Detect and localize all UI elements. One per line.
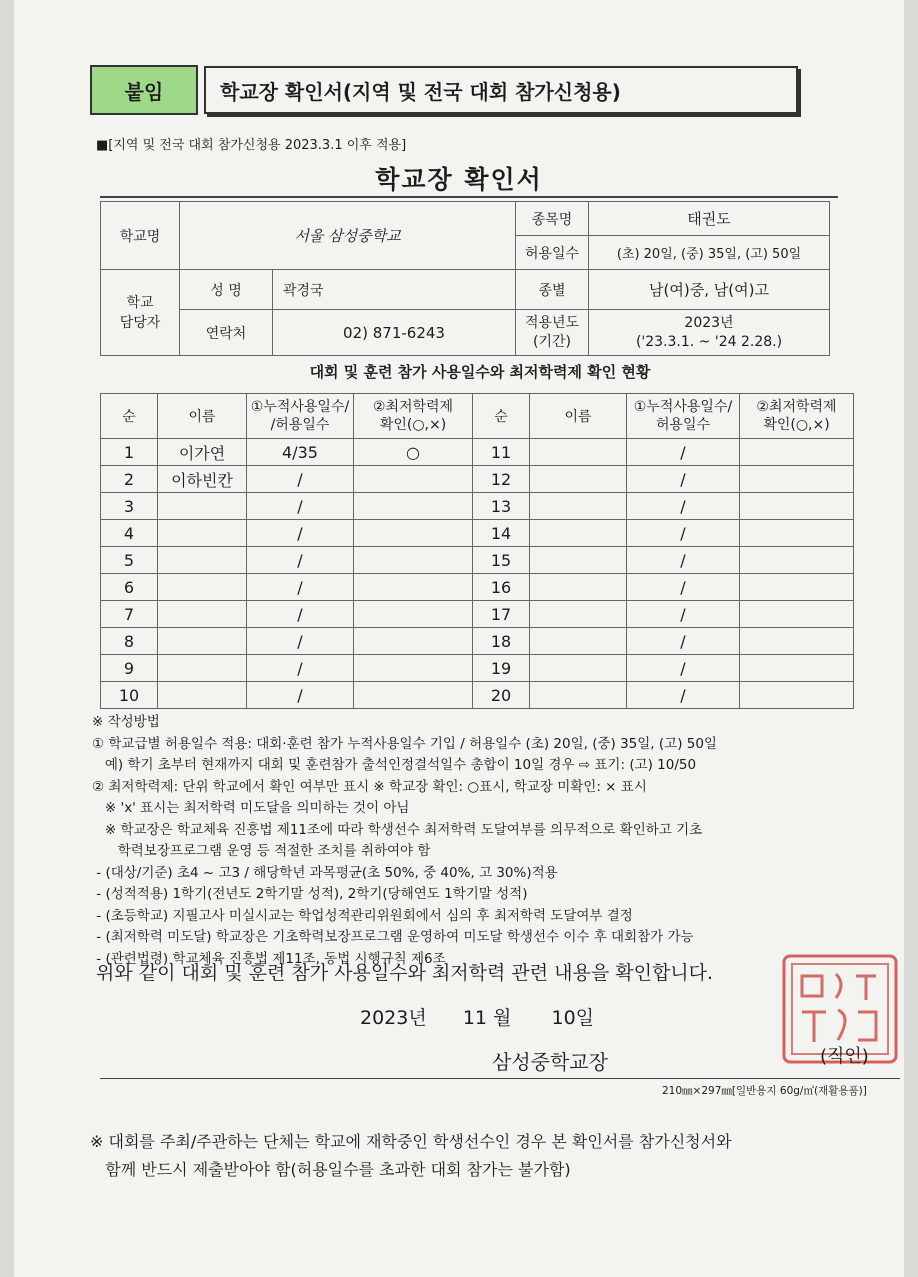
row-days: / [627, 655, 740, 682]
row-days: / [247, 547, 354, 574]
section-title: 대회 및 훈련 참가 사용일수와 최저학력제 확인 현황 [309, 363, 651, 381]
date-month: 11 월 [462, 1007, 512, 1029]
row-check [740, 520, 854, 547]
row-days: 4/35 [247, 439, 354, 466]
table-row [101, 439, 854, 466]
row-check [740, 601, 854, 628]
row-check [740, 682, 854, 709]
row-name [158, 547, 247, 574]
row-check [740, 547, 854, 574]
table-row [101, 574, 854, 601]
table-row [101, 601, 854, 628]
row-days: / [627, 493, 740, 520]
row-no: 4 [101, 520, 158, 547]
applicability-note: ■[지역 및 전국 대회 참가신청용 2023.3.1 이후 적용] [96, 138, 407, 153]
row-no: 9 [101, 655, 158, 682]
row-no: 6 [101, 574, 158, 601]
year-cell [589, 310, 830, 356]
row-check [354, 655, 473, 682]
row-days: / [247, 574, 354, 601]
row-days: / [247, 520, 354, 547]
row-no: 8 [101, 628, 158, 655]
table-row [101, 466, 854, 493]
row-no: 13 [473, 493, 530, 520]
row-days: / [627, 439, 740, 466]
confirmation-statement: 위와 같이 대회 및 훈련 참가 사용일수와 최저학력 관련 내용을 확인합니다. [96, 962, 714, 984]
bottom-rule [100, 1078, 900, 1079]
row-days: / [627, 574, 740, 601]
school-label: 학교명 [101, 202, 180, 270]
col-no: 순 [101, 394, 158, 439]
row-no: 19 [473, 655, 530, 682]
row-name: 이하빈칸 [158, 466, 247, 493]
table-row [101, 493, 854, 520]
footer-line: 함께 반드시 제출받아야 함(허용일수를 초과한 대회 참가는 불가함) [90, 1160, 571, 1179]
row-check [354, 574, 473, 601]
row-days: / [627, 466, 740, 493]
instruction-line: 학력보장프로그램 운영 등 적절한 조치를 취하여야 함 [92, 843, 431, 859]
row-check [354, 547, 473, 574]
contact-value: 02) 871-6243 [273, 310, 516, 356]
row-days: / [627, 682, 740, 709]
row-name [158, 628, 247, 655]
row-days: / [247, 493, 354, 520]
instruction-line: 예) 학기 초부터 현재까지 대회 및 훈련참가 출석인정결석일수 총합이 10일 경우 ⇨ 표기: (고) 10/50 [92, 757, 697, 773]
footer-notice [90, 1128, 732, 1184]
instruction-line: ① 학교급별 허용일수 적용: 대회·훈련 참가 누적사용일수 기입 / 허용일수 (초) 20일, (중) 35일, (고) 50일 [92, 735, 717, 752]
row-no: 10 [101, 682, 158, 709]
row-no: 12 [473, 466, 530, 493]
date-year: 2023년 [360, 1007, 427, 1029]
row-days: / [247, 601, 354, 628]
table-row [101, 655, 854, 682]
year-label: 적용년도 (기간) [516, 310, 589, 356]
col-name-right: 이름 [530, 394, 627, 439]
status-table [100, 393, 854, 709]
name-label: 성 명 [180, 270, 273, 310]
row-no: 18 [473, 628, 530, 655]
instruction-line: ※ 'x' 표시는 최저학력 미도달을 의미하는 것이 아님 [92, 800, 410, 816]
instruction-line: ② 최저학력제: 단위 학교에서 확인 여부만 표시 ※ 학교장 확인: ○표시, 학교장 미확인: × 표시 [92, 778, 647, 795]
instruction-line: - (관련법령) 학교체육 진흥법 제11조, 동법 시행규칙 제6조 [92, 950, 446, 967]
footer-line: ※ 대회를 주최/주관하는 단체는 학교에 재학중인 학생선수인 경우 본 확인서를 참가신청서와 [90, 1132, 732, 1151]
row-check [354, 466, 473, 493]
row-days: / [627, 520, 740, 547]
row-no: 5 [101, 547, 158, 574]
sport-label: 종목명 [516, 202, 589, 236]
row-check [740, 574, 854, 601]
row-no: 2 [101, 466, 158, 493]
col-name: 이름 [158, 394, 247, 439]
table-row [101, 682, 854, 709]
writing-instructions [92, 712, 892, 970]
row-name [530, 682, 627, 709]
row-name [530, 547, 627, 574]
row-days: / [627, 601, 740, 628]
row-days: / [627, 547, 740, 574]
row-name [530, 601, 627, 628]
row-no: 7 [101, 601, 158, 628]
row-check [740, 466, 854, 493]
instruction-line: ※ 학교장은 학교체육 진흥법 제11조에 따라 학생선수 최저학력 도달여부를 의무적으로 확인하고 기초 [92, 821, 703, 838]
header-title: 학교장 확인서(지역 및 전국 대회 참가신청용) [204, 66, 798, 114]
row-check [354, 682, 473, 709]
row-name [530, 655, 627, 682]
instruction-line: - (대상/기준) 초4 ~ 고3 / 해당학년 과목평균(초 50%, 중 40%, 고 30%)적용 [92, 864, 558, 881]
attachment-tag: 붙임 [90, 65, 198, 115]
document-title: 학교장 확인서 [375, 165, 543, 194]
row-name [158, 601, 247, 628]
row-no: 15 [473, 547, 530, 574]
table-row [101, 547, 854, 574]
row-days: / [247, 628, 354, 655]
row-check [354, 628, 473, 655]
table-row [101, 520, 854, 547]
row-days: / [247, 682, 354, 709]
row-check [354, 601, 473, 628]
row-name [530, 493, 627, 520]
year-value: 2023년 [684, 314, 734, 331]
row-check [740, 628, 854, 655]
row-name [158, 655, 247, 682]
instruction-line: - (초등학교) 지필고사 미실시교는 학업성적관리위원회에서 심의 후 최저학력 도달여부 결정 [92, 907, 633, 924]
allowed-days-value: (초) 20일, (중) 35일, (고) 50일 [589, 236, 830, 270]
title-rule [100, 196, 838, 198]
col-days: ①누적사용일수/ /허용일수 [247, 394, 354, 439]
row-name [530, 628, 627, 655]
date-day: 10일 [551, 1007, 595, 1029]
seal-label: (직인) [820, 1046, 869, 1067]
row-no: 3 [101, 493, 158, 520]
name-value: 곽경국 [273, 270, 516, 310]
col-no-right: 순 [473, 394, 530, 439]
row-no: 16 [473, 574, 530, 601]
row-no: 14 [473, 520, 530, 547]
table-row [101, 628, 854, 655]
allowed-days-label: 허용일수 [516, 236, 589, 270]
row-name: 이가연 [158, 439, 247, 466]
row-check: ○ [354, 439, 473, 466]
row-name [158, 682, 247, 709]
paper-spec: 210㎜×297㎜[일반용지 60g/㎡(재활용품)] [662, 1085, 867, 1097]
row-days: / [247, 466, 354, 493]
col-check-right: ②최저학력제 확인(○,×) [740, 394, 854, 439]
row-check [740, 493, 854, 520]
row-name [530, 520, 627, 547]
row-name [530, 574, 627, 601]
row-check [354, 493, 473, 520]
instruction-line: - (최저학력 미도달) 학교장은 기초학력보장프로그램 운영하여 미도달 학생선수 이수 후 대회참가 가능 [92, 929, 694, 945]
row-days: / [627, 628, 740, 655]
manager-label: 학교 담당자 [101, 270, 180, 356]
row-no: 11 [473, 439, 530, 466]
row-check [354, 520, 473, 547]
sport-value: 태권도 [589, 202, 830, 236]
row-days: / [247, 655, 354, 682]
row-name [158, 493, 247, 520]
row-name [158, 574, 247, 601]
row-no: 1 [101, 439, 158, 466]
principal-signature: 삼성중학교장 [492, 1050, 608, 1074]
contact-label: 연락처 [180, 310, 273, 356]
instruction-line: ※ 작성방법 [92, 714, 160, 730]
info-table [100, 201, 830, 356]
row-name [530, 466, 627, 493]
row-name [158, 520, 247, 547]
gender-value: 남(여)중, 남(여)고 [589, 270, 830, 310]
row-no: 20 [473, 682, 530, 709]
col-check: ②최저학력제 확인(○,×) [354, 394, 473, 439]
col-days-right: ①누적사용일수/ 허용일수 [627, 394, 740, 439]
row-name [530, 439, 627, 466]
row-check [740, 439, 854, 466]
gender-label: 종별 [516, 270, 589, 310]
issue-date [360, 1003, 594, 1030]
row-no: 17 [473, 601, 530, 628]
row-check [740, 655, 854, 682]
school-value: 서울 삼성중학교 [180, 202, 516, 270]
period-value: ('23.3.1. ~ '24 2.28.) [635, 333, 783, 350]
instruction-line: - (성적적용) 1학기(전년도 2학기말 성적), 2학기(당해연도 1학기말 성적) [92, 886, 528, 902]
